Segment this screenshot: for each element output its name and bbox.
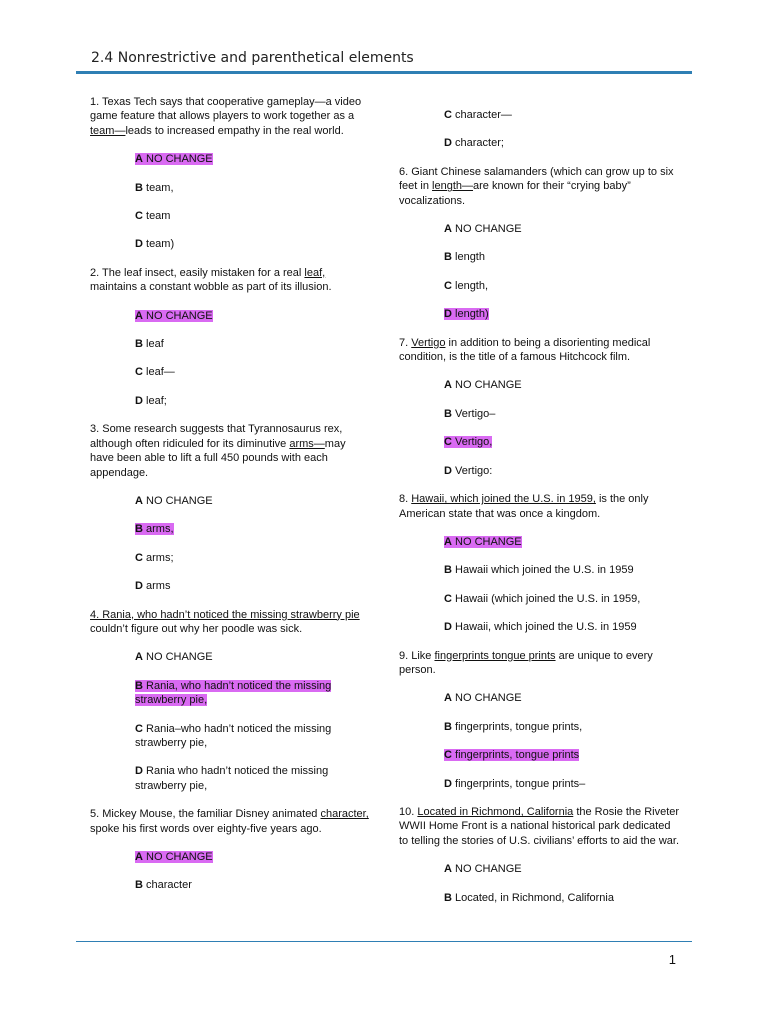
answer-text [444,465,492,477]
answer-text [444,137,504,149]
option-letter: A [444,863,452,876]
page-title: 2.4 Nonrestrictive and parenthetical elements [91,50,414,66]
option-letter: B [444,720,452,733]
option-text: Vertigo, [451,436,493,449]
answer-option [444,136,681,150]
question-stem [399,165,681,208]
highlighted-answer [135,680,331,706]
option-text: arms [142,580,171,593]
answer-text [444,408,495,420]
answer-option [444,748,681,762]
question-stem [399,336,681,365]
option-letter: A [135,651,143,664]
option-text: leaf [142,338,164,351]
answer-option [444,691,681,705]
answer-text [444,564,634,576]
option-letter: C [444,279,452,292]
answer-text [444,280,488,292]
footer-rule [76,941,692,942]
option-letter: B [444,251,452,264]
answer-option [444,222,681,236]
stem-text: 10. [399,805,418,818]
option-text: length) [451,308,489,321]
stem-text: in addition to being a disorienting medical condition, is the title of a famous Hitchcock film. [399,336,651,364]
answer-option [135,650,372,664]
answer-option [444,720,681,734]
option-letter: A [135,851,143,863]
question-stem [90,608,372,637]
option-letter: B [135,338,143,351]
option-text: NO CHANGE [142,153,213,166]
option-text: arms; [142,551,174,564]
answer-option [135,579,372,593]
answer-option [135,181,372,195]
underlined-text: Vertigo [411,336,446,349]
option-text: leaf; [142,394,167,407]
stem-text: is the only American state that was once a kingdom. [399,493,649,520]
option-text: NO CHANGE [451,692,522,705]
answer-text [135,552,174,564]
stem-text: 8. [399,493,412,506]
option-text: Rania, who hadn’t noticed the missing strawberry pie, [135,679,332,707]
stem-text: 6. Giant Chinese salamanders (which can grow up to six feet in [399,165,674,193]
page-number: 1 [668,952,676,967]
underlined-text: leaf, [304,266,326,279]
stem-text: 2. The leaf insect, easily mistaken for a real [90,266,305,279]
question-stem [399,649,681,678]
highlighted-answer [444,749,579,761]
option-letter: A [444,223,452,236]
option-text: NO CHANGE [451,223,522,236]
highlighted-answer [135,851,213,863]
answer-text [444,892,614,904]
option-letter: B [444,564,452,577]
answer-text [135,395,167,407]
option-text: fingerprints, tongue prints, [451,720,583,733]
option-text: NO CHANGE [142,494,213,507]
option-letter: C [444,436,452,449]
answer-option [135,337,372,351]
stem-text: leads to increased empathy in the real world. [125,124,344,137]
stem-text: 1. Texas Tech says that cooperative gameplay—a video game feature that allows players to work together as a [90,96,362,123]
answer-option [444,620,681,634]
stem-text: 9. Like [399,649,435,662]
option-letter: D [444,777,452,790]
answer-option [444,777,681,791]
option-text: leaf— [142,366,175,379]
question-stem [90,807,372,836]
answer-text [135,366,175,378]
option-text: NO CHANGE [142,651,213,664]
question-stem [399,492,681,521]
answer-option [135,850,372,864]
underlined-text: arms— [289,437,325,450]
option-text: length, [451,279,489,292]
answer-option [444,250,681,264]
answer-option [135,494,372,508]
answer-text [444,109,512,121]
option-letter: A [444,379,452,392]
option-letter: A [135,153,143,166]
answer-text [444,863,522,875]
option-letter: D [444,308,452,321]
answer-option [135,237,372,251]
underlined-text: Hawaii, which joined the U.S. in 1959, [411,493,596,506]
underlined-text: Located in Richmond, California [417,805,574,818]
option-text: Located, in Richmond, California [451,891,614,904]
stem-text: may have been able to lift a full 450 pounds with each appendage. [90,437,346,479]
option-letter: B [135,523,143,536]
answer-option [135,679,372,708]
answer-text [135,765,328,791]
left-column [90,95,372,907]
option-letter: B [135,679,143,692]
highlighted-answer [135,523,174,535]
answer-option [444,862,681,876]
answer-option [135,209,372,223]
answer-text [135,210,170,222]
answer-text [135,723,331,749]
answer-text [444,593,640,605]
option-text: Vertigo: [451,464,493,477]
underlined-text: 4. Rania, who hadn’t noticed the missing strawberry pie [90,608,360,621]
answer-option [135,522,372,536]
answer-option [444,279,681,293]
option-text: NO CHANGE [451,379,522,392]
answer-option [444,407,681,421]
stem-text: 7. [399,336,412,349]
answer-text [444,223,522,235]
option-letter: B [444,407,452,420]
stem-text: 5. Mickey Mouse, the familiar Disney animated [90,808,321,821]
option-text: Hawaii, which joined the U.S. in 1959 [451,621,637,634]
answer-text [135,580,170,592]
option-letter: C [135,722,143,735]
highlighted-answer [444,536,522,548]
option-letter: B [135,879,143,892]
option-text: character— [451,109,512,121]
option-letter: D [135,394,143,407]
option-text: NO CHANGE [451,863,522,876]
right-column [399,108,681,919]
highlighted-answer [135,310,213,322]
option-text: Hawaii which joined the U.S. in 1959 [451,564,634,577]
option-letter: A [444,692,452,705]
stem-text: 3. Some research suggests that Tyrannosaurus rex, although often ridiculed for its diminutive [90,423,343,450]
answer-option [444,108,681,122]
answer-option [135,722,372,751]
option-text: character [142,879,192,892]
question-stem [90,266,372,295]
option-letter: D [444,464,452,477]
answer-text [135,651,213,663]
highlighted-answer [444,436,492,448]
question-stem [399,805,681,848]
option-letter: B [135,181,143,194]
option-text: length [451,251,485,264]
option-letter: C [135,366,143,379]
option-letter: C [135,551,143,564]
answer-option [135,152,372,166]
answer-option [444,563,681,577]
answer-option [444,378,681,392]
answer-option [135,365,372,379]
answer-option [444,464,681,478]
answer-text [135,879,192,891]
answer-text [444,621,637,633]
option-text: Vertigo– [451,407,496,420]
answer-text [135,238,174,250]
answer-text [444,379,522,391]
stem-text: are known for their “crying baby” vocalizations. [399,180,631,207]
answer-option [444,535,681,549]
answer-text [135,338,164,350]
underlined-text: fingerprints tongue prints [434,649,556,662]
answer-option [444,592,681,606]
stem-text: spoke his first words over eighty-five years ago. [90,822,322,835]
underlined-text: length— [432,180,474,193]
option-text: Hawaii (which joined the U.S. in 1959, [451,592,641,605]
stem-text: couldn’t figure out why her poodle was sick. [90,622,303,635]
option-text: team, [142,181,174,194]
answer-option [135,878,372,892]
option-letter: C [135,210,143,223]
underlined-text: character, [320,808,369,821]
question-stem [90,95,372,138]
answer-text [444,721,582,733]
highlighted-answer [444,308,489,320]
answer-option [444,307,681,321]
option-text: character; [451,137,504,150]
option-text: Rania who hadn’t noticed the missing strawberry pie, [135,765,329,792]
option-text: fingerprints, tongue prints– [451,777,586,790]
option-text: NO CHANGE [451,535,522,548]
option-text: fingerprints, tongue prints [451,749,580,762]
answer-text [444,251,485,263]
question-stem [90,422,372,480]
answer-text [444,692,522,704]
option-letter: C [444,592,452,605]
option-letter: D [135,765,143,778]
option-letter: A [135,309,143,322]
answer-option [135,309,372,323]
answer-option [444,435,681,449]
option-letter: A [135,494,143,507]
answer-option [135,394,372,408]
option-text: team) [142,238,175,251]
option-text: Rania–who hadn’t noticed the missing strawberry pie, [135,722,332,749]
option-text: NO CHANGE [142,309,213,322]
option-text: team [142,210,171,223]
option-text: NO CHANGE [142,851,213,863]
option-letter: C [444,749,452,762]
answer-text [135,182,174,194]
stem-text: are unique to every person. [399,649,653,676]
highlighted-answer [135,153,213,165]
option-text: arms, [142,523,174,536]
answer-option [444,891,681,905]
option-letter: B [444,891,452,904]
option-letter: C [444,109,452,121]
header-rule [76,71,692,74]
stem-text: the Rosie the Riveter WWII Home Front is a national historical park dedicated to telling the stories of U.S. civilians’ efforts to aid the war. [399,805,680,847]
answer-option [135,551,372,565]
underlined-text: team— [90,124,126,137]
answer-text [444,778,585,790]
answer-text [135,495,213,507]
option-letter: D [444,137,452,150]
stem-text: maintains a constant wobble as part of its illusion. [90,281,332,294]
option-letter: D [135,238,143,251]
answer-option [135,764,372,793]
option-letter: D [444,621,452,634]
option-letter: D [135,580,143,593]
option-letter: A [444,535,452,548]
